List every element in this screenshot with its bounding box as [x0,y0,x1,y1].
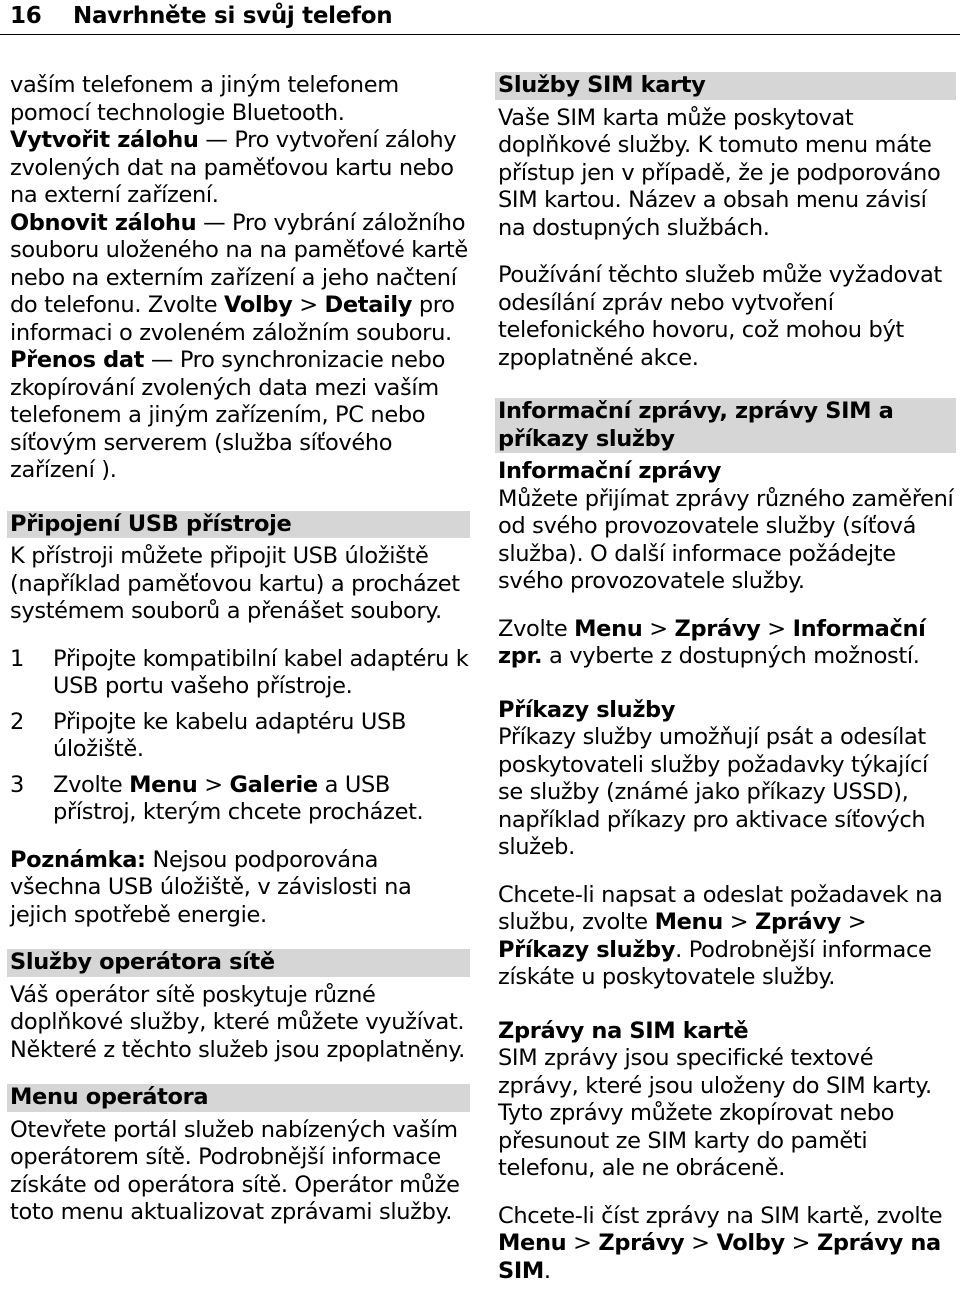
transfer-item: Přenos dat — Pro synchronizacie nebo zkopírování zvolených data mezi vaším telefonem a jiným zařízením, PC nebo síťovým serverem (služba síťového zařízení ). [10,347,445,483]
subheading: Informační zprávy [498,458,722,484]
term: Obnovit zálohu [10,209,197,236]
steps-list [10,646,470,827]
paragraph: Váš operátor sítě poskytuje různé doplňkové služby, které můžete využívat. Některé z těchto služeb jsou zpoplatněny. [10,981,465,1063]
paragraph: SIM zprávy jsou specifické textové zprávy, které jsou uloženy do SIM karty. Tyto zprávy můžete zkopírovat nebo přesunout ze SIM karty do paměti telefonu, ale ne obráceně. [498,1045,932,1181]
right-column [498,72,956,1285]
section-heading: Služby SIM karty [495,72,956,100]
note: Poznámka: Nejsou podporována všechna USB úložiště, v závislosti na jejich spotřebě energie. [10,846,412,928]
list-item: 3 Zvolte Menu > Galerie a USB přístroj, kterým chcete procházet. [10,771,424,825]
subheading: Příkazy služby [498,696,676,723]
page-title: Navrhněte si svůj telefon [73,3,393,29]
paragraph: Chcete-li číst zprávy na SIM kartě, zvolte Menu > Zprávy > Volby > Zprávy na SIM. [498,1202,943,1284]
section-heading: Menu operátora [7,1084,470,1112]
menu-option: Volby [224,292,293,318]
paragraph: Můžete přijímat zprávy různého zaměření od svého provozovatele služby (síťová služba). O další informace požádejte svého provozovatele služby. [498,485,954,594]
list-item: 1 Připojte kompatibilní kabel adaptéru k USB portu vašeho přístroje. [10,645,469,699]
paragraph: Používání těchto služeb může vyžadovat odesílání zpráv nebo vytvoření telefonického hovoru, což mohou být zpoplatněné akce. [498,262,942,371]
paragraph: Příkazy služby umožňují psát a odesílat poskytovateli služby požadavky týkající se služby (známé jako příkazy USSD), například příkazy pro aktivace síťových služeb. [498,724,928,860]
subheading: Zprávy na SIM kartě [498,1017,749,1044]
page-number: 16 [10,3,42,29]
section-heading: Služby operátora sítě [7,949,470,977]
menu-option: Detaily [324,292,413,318]
term: Přenos dat [10,347,145,373]
paragraph: vaším telefonem a jiným telefonem pomocí technologie Bluetooth. [10,72,399,126]
note-label: Poznámka: [10,846,146,873]
section-heading: Informační zprávy, zprávy SIM a příkazy služby [495,398,956,453]
paragraph: Chcete-li napsat a odeslat požadavek na službu, zvolte Menu > Zprávy > Příkazy služby. Podrobnější informace získáte u poskytovatele služby. [498,881,943,990]
backup-item: Vytvořit zálohu — Pro vytvoření zálohy zvolených dat na paměťovou kartu nebo na externí zařízení. [10,127,457,208]
paragraph: Zvolte Menu > Zprávy > Informační zpr. a vyberte z dostupných možností. [498,615,926,669]
page-header [0,0,960,35]
list-item: 2 Připojte ke kabelu adaptéru USB úložiště. [10,708,407,762]
term: Vytvořit zálohu [10,127,199,153]
section-heading: Připojení USB přístroje [7,511,470,539]
paragraph: Vaše SIM karta může poskytovat doplňkové služby. K tomuto menu máte přístup jen v případě, že je podporováno SIM kartou. Název a obsah menu závisí na dostupných službách. [498,104,941,241]
left-column [10,72,470,1227]
paragraph: Otevřete portál služeb nabízených vaším operátorem sítě. Podrobnější informace získáte od operátora sítě. Operátor může toto menu aktualizovat zprávami služby. [10,1116,460,1225]
paragraph: K přístroji můžete připojit USB úložiště (například paměťovou kartu) a procházet systémem souborů a přenášet soubory. [10,543,460,624]
restore-item: Obnovit zálohu — Pro vybrání záložního souboru uloženého na na paměťové kartě nebo na externím zařízení a jeho načtení do telefonu. Zvolte Volby > Detaily pro informaci o zvoleném záložním souboru. [10,209,468,346]
